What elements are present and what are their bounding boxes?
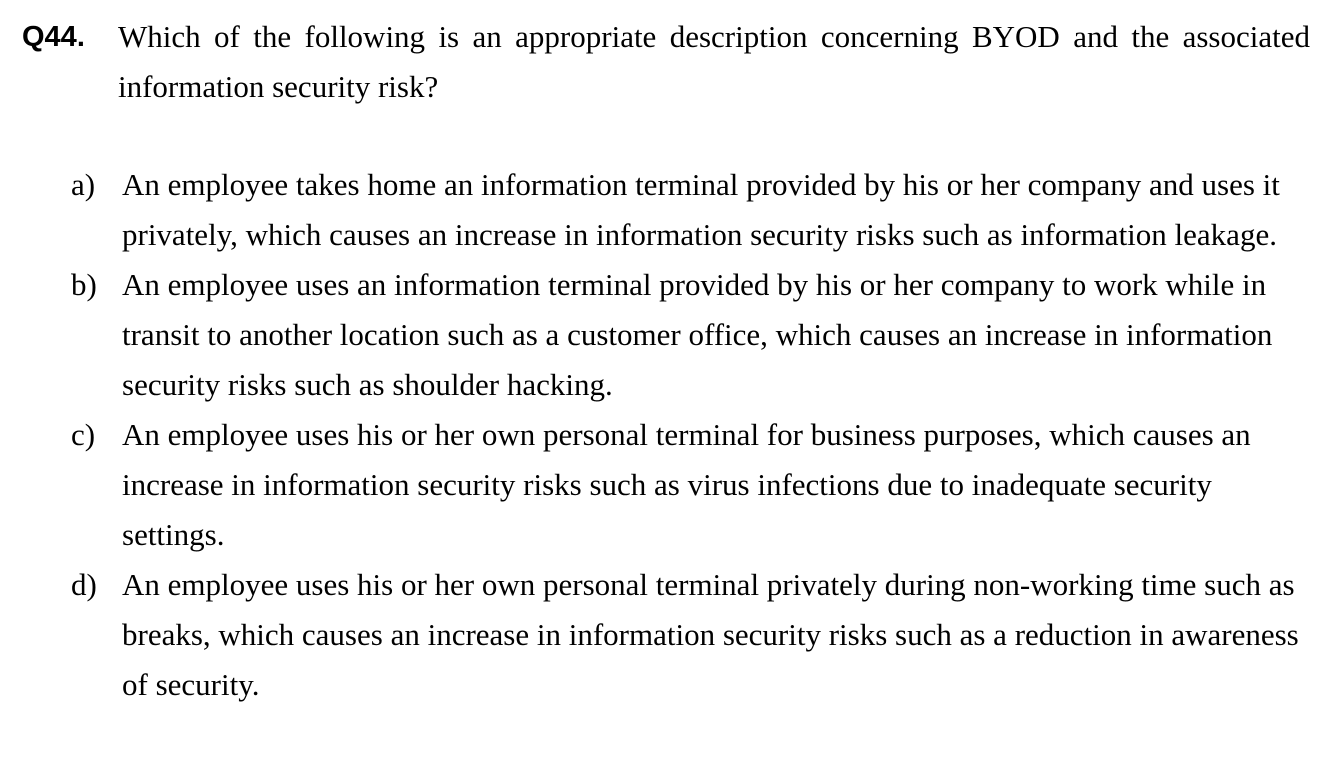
option-b-text: An employee uses an information terminal provided by his or her company to work while in transit to another location such as a customer office, which causes an increase in information security risks such as shoulder hacking. [122,267,1273,402]
option-d [68,560,1311,710]
option-c [68,410,1311,560]
option-a-letter: a) [71,167,96,202]
option-b-letter: b) [71,267,97,302]
option-a [68,160,1311,260]
option-c-text: An employee uses his or her own personal terminal for business purposes, which causes an increase in information security risks such as virus infections due to inadequate security settings. [122,417,1251,552]
option-a-text: An employee takes home an information terminal provided by his or her company and uses it privately, which causes an increase in information security risks such as information leakage. [122,167,1280,252]
option-c-letter: c) [71,417,96,452]
question-number: Q44. [22,21,85,53]
option-d-letter: d) [71,567,97,602]
option-b [68,260,1311,410]
question-block [22,12,1310,112]
question-text: Which of the following is an appropriate description concerning BYOD and the associated information security risk? [118,19,1310,104]
option-d-text: An employee uses his or her own personal terminal privately during non-working time such as breaks, which causes an increase in information security risks such as a reduction in awareness of security. [122,567,1299,702]
answer-options [68,160,1311,710]
